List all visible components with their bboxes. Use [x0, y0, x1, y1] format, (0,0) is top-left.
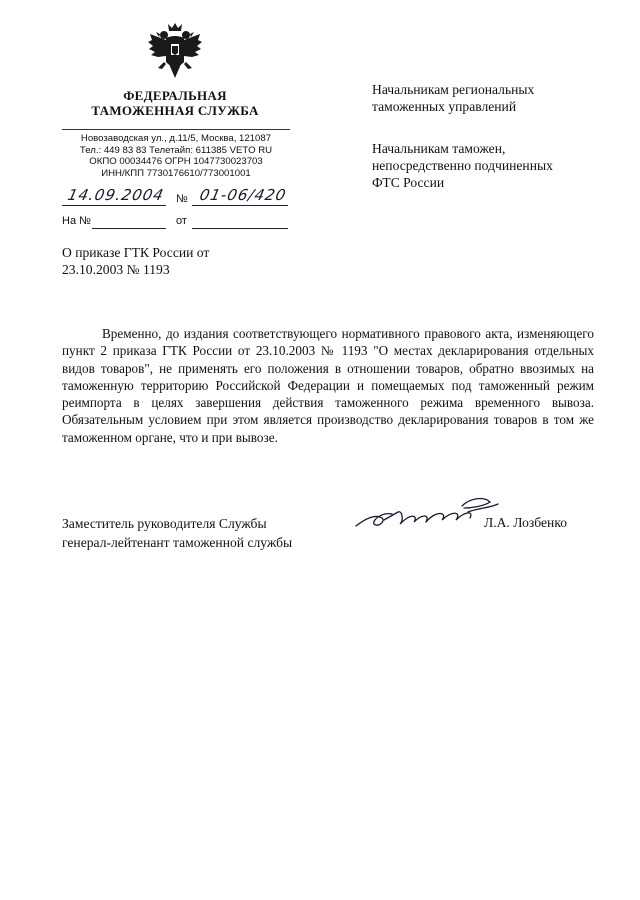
- registration-date: 14.09.2004: [66, 186, 166, 204]
- signer-title-line1: Заместитель руководителя Службы: [62, 516, 267, 531]
- handwritten-signature: [352, 490, 502, 538]
- number-underline: [192, 205, 288, 206]
- signer-title-line2: генерал-лейтенант таможенной службы: [62, 535, 293, 550]
- coat-of-arms-emblem: [146, 22, 204, 82]
- header-divider: [62, 129, 290, 130]
- addressee-customs: [372, 140, 553, 191]
- contact-address: Новозаводская ул., д.11/5, Москва, 121087: [80, 133, 272, 144]
- addressee-line: таможенных управлений: [372, 99, 517, 114]
- contact-phone: Тел.: 449 83 83 Телетайп: 611385 VETO RU: [79, 144, 273, 156]
- org-name-line2: ТАМОЖЕННАЯ СЛУЖБА: [91, 103, 259, 118]
- date-underline: [62, 205, 166, 206]
- organization-name: [62, 88, 288, 118]
- subject-line: О приказе ГТК России от: [62, 245, 210, 260]
- addressee-line: ФТС России: [372, 175, 445, 190]
- subject-line: 23.10.2003 № 1193: [62, 262, 170, 277]
- letter-body: Временно, до издания соответствующего нормативного правового акта, изменяющего пункт 2 приказа ГТК России от 23.10.2003 № 1193 "О местах декларирования отдельных видов товаров", не применять его положения в отношении товаров, обратно ввозимых на таможенную территорию Российской Федерации и помещаемых под таможенный режим реимпорта в целях завершения действия таможенного режима временного вывоза. Обязательным условием при этом является производство декларирования товаров в том же таможенном органе, что и при вывозе.: [62, 326, 594, 445]
- addressee-regional: [372, 81, 534, 115]
- org-name-line1: ФЕДЕРАЛЬНАЯ: [123, 88, 227, 103]
- contact-okpo: ОКПО 00034476 ОГРН 1047730023703: [89, 156, 263, 168]
- addressee-line: Начальникам региональных: [372, 82, 535, 97]
- addressee-line: непосредственно подчиненных: [372, 158, 553, 173]
- signer-name: Л.А. Лозбенко: [484, 515, 568, 530]
- reference-date-underline: [192, 228, 288, 229]
- signer-title: [62, 514, 292, 552]
- addressee-line: Начальникам таможен,: [372, 141, 506, 156]
- reference-label: На №: [62, 215, 91, 227]
- contact-inn: ИНН/КПП 7730176610/773001001: [101, 167, 251, 179]
- reference-from-label: от: [176, 215, 187, 227]
- letter-subject: [62, 244, 209, 278]
- reference-underline: [92, 228, 166, 229]
- number-label: №: [176, 193, 188, 205]
- registration-number: 01-06/420: [198, 186, 289, 204]
- contact-block: [62, 133, 290, 179]
